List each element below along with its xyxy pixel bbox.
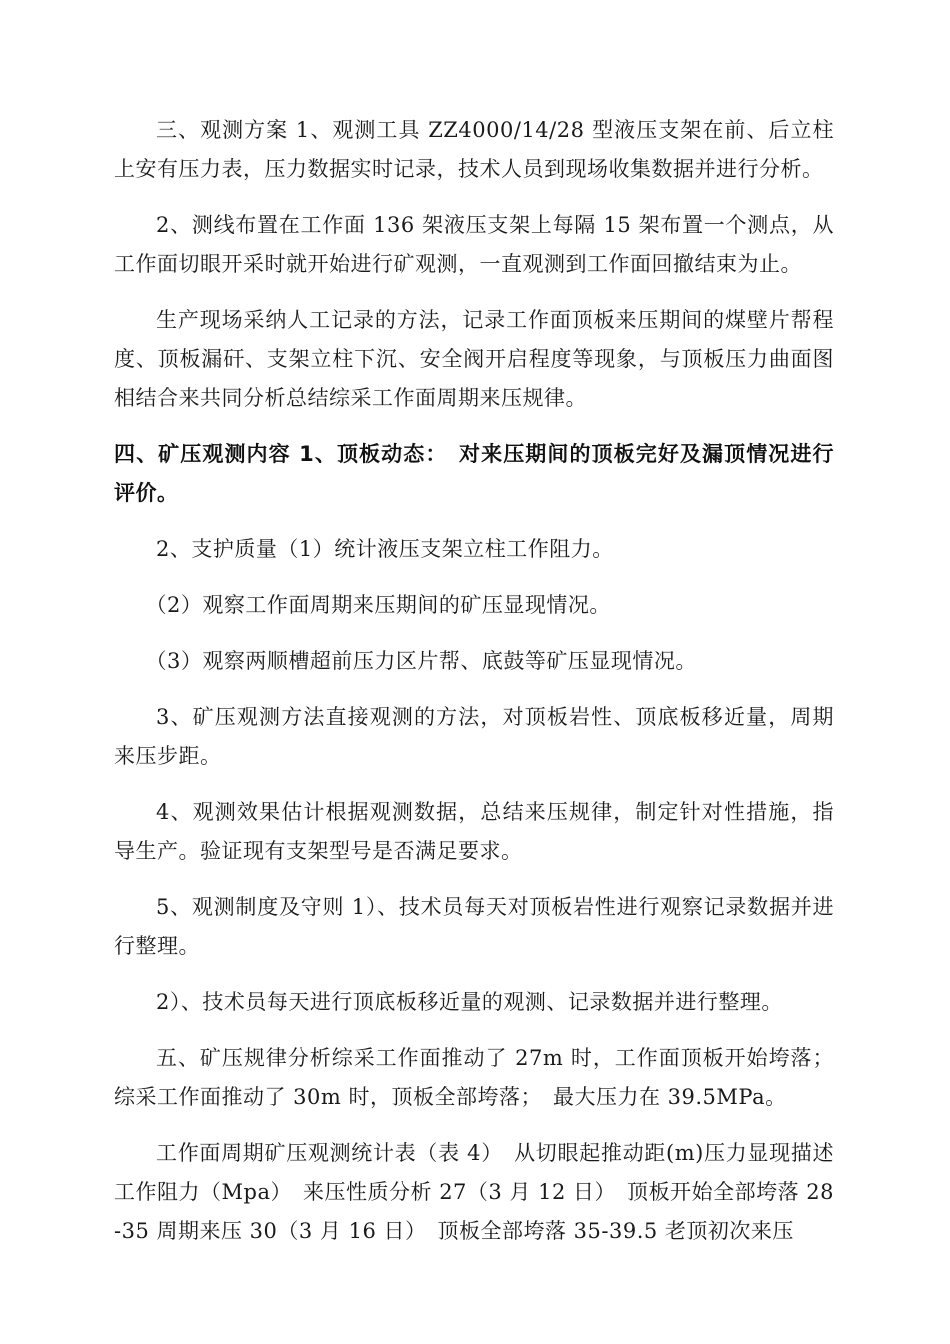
paragraph-observation-plan: 三、观测方案 1、观测工具 ZZ4000/14/28 型液压支架在前、后立柱上安有压力表，压力数据实时记录，技术人员到现场收集数据并进行分析。 bbox=[114, 118, 834, 181]
paragraph-convergence-measurement: 2）、技术员每天进行顶底板移近量的观测、记录数据并进行整理。 bbox=[156, 990, 783, 1014]
paragraph-item-2: （2）观察工作面周期来压期间的矿压显现情况。 bbox=[145, 593, 611, 617]
document-body bbox=[114, 111, 834, 1268]
paragraph-item-3: （3）观察两顺槽超前压力区片帮、底鼓等矿压显现情况。 bbox=[145, 649, 697, 673]
paragraph-observation-method: 3、矿压观测方法直接观测的方法，对顶板岩性、顶底板移近量，周期来压步距。 bbox=[114, 705, 834, 768]
section-heading-observation-content: 四、矿压观测内容 1、顶板动态： 对来压期间的顶板完好及漏顶情况进行评价。 bbox=[114, 442, 834, 505]
paragraph-observation-effect: 4、观测效果估计根据观测数据，总结来压规律，制定针对性措施，指导生产。验证现有支架型号是否满足要求。 bbox=[114, 800, 834, 863]
paragraph-statistics-table: 工作面周期矿压观测统计表（表 4） 从切眼起推动距(m)压力显现描述工作阻力（Mpa） 来压性质分析 27（3 月 12 日） 顶板开始全部垮落 28-35 周期来压 30（3 月 16 日） 顶板全部垮落 35-39.5 老顶初次来压 bbox=[114, 1141, 834, 1243]
paragraph-pressure-analysis: 五、矿压规律分析综采工作面推动了 27m 时，工作面顶板开始垮落；综采工作面推动了 30m 时，顶板全部垮落； 最大压力在 39.5MPa。 bbox=[114, 1046, 834, 1109]
paragraph-support-quality: 2、支护质量（1）统计液压支架立柱工作阻力。 bbox=[156, 537, 614, 561]
paragraph-manual-recording: 生产现场采纳人工记录的方法，记录工作面顶板来压期间的煤壁片帮程度、顶板漏矸、支架立柱下沉、安全阀开启程度等现象，与顶板压力曲面图相结合来共同分析总结综采工作面周期来压规律。 bbox=[114, 308, 834, 410]
paragraph-survey-line-layout: 2、测线布置在工作面 136 架液压支架上每隔 15 架布置一个测点，从工作面切眼开采时就开始进行矿观测，一直观测到工作面回撤结束为止。 bbox=[114, 213, 834, 276]
paragraph-observation-rules: 5、观测制度及守则 1）、技术员每天对顶板岩性进行观察记录数据并进行整理。 bbox=[114, 895, 834, 958]
